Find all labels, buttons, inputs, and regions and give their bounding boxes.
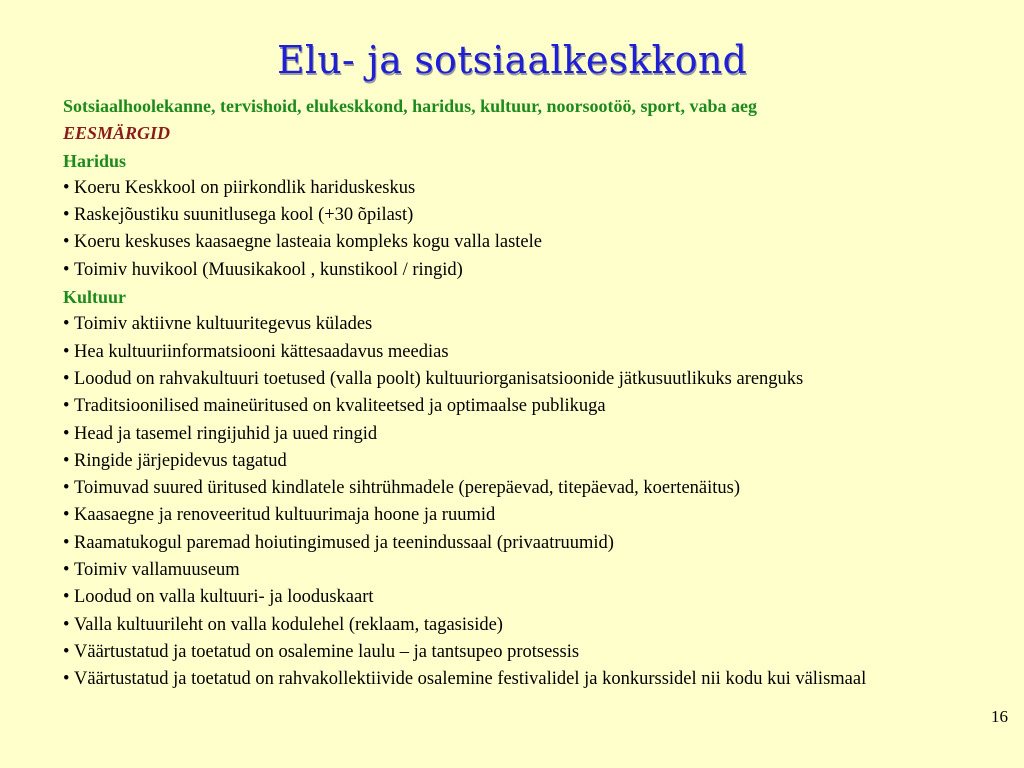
bullet-item [63, 530, 1013, 557]
bullet-text: Head ja tasemel ringijuhid ja uued ringid [74, 423, 378, 444]
bullet-icon: • [63, 641, 70, 662]
bullet-icon: • [63, 614, 70, 635]
bullet-item [63, 393, 1013, 420]
bullet-icon: • [63, 560, 70, 581]
topics-subtitle: Sotsiaalhoolekanne, tervishoid, elukeskkond, haridus, kultuur, noorsootöö, sport, vaba aeg [63, 96, 757, 116]
bullet-icon: • [63, 450, 70, 471]
bullet-icon: • [63, 423, 70, 444]
bullet-text: Kaasaegne ja renoveeritud kultuurimaja hoone ja ruumid [74, 505, 496, 526]
bullet-item [63, 311, 1013, 338]
bullet-text: Toimiv aktiivne kultuuritegevus külades [74, 314, 373, 335]
bullet-item [63, 229, 1013, 256]
bullet-text: Väärtustatud ja toetatud on osalemine laulu – ja tantsupeo protsessis [74, 641, 580, 662]
bullet-text: Toimuvad suured üritused kindlatele sihtrühmadele (perepäevad, titepäevad, koertenäitus) [74, 478, 741, 499]
bullet-item [63, 366, 1013, 393]
slide-body [63, 93, 1013, 694]
bullet-item [63, 502, 1013, 529]
goals-heading: EESMÄRGID [63, 123, 171, 144]
kultuur-list [63, 311, 1013, 693]
bullet-icon: • [63, 368, 70, 389]
slide-title: Elu- ja sotsiaalkeskkond [276, 38, 748, 82]
bullet-item [63, 175, 1013, 202]
bullet-icon: • [63, 259, 70, 280]
bullet-item [63, 475, 1013, 502]
bullet-icon: • [63, 505, 70, 526]
bullet-icon: • [63, 532, 70, 553]
bullet-text: Hea kultuuriinformatsiooni kättesaadavus meedias [74, 341, 449, 362]
section-heading-haridus: Haridus [63, 150, 127, 171]
bullet-item [63, 639, 1013, 666]
bullet-item [63, 339, 1013, 366]
bullet-text: Loodud on valla kultuuri- ja looduskaart [74, 587, 374, 608]
bullet-text: Traditsioonilised maineüritused on kvaliteetsed ja optimaalse publikuga [74, 396, 606, 417]
bullet-text: Valla kultuurileht on valla kodulehel (reklaam, tagasiside) [74, 614, 503, 635]
haridus-list [63, 175, 1013, 284]
bullet-icon: • [63, 314, 70, 335]
bullet-icon: • [63, 669, 70, 690]
bullet-text: Toimiv vallamuuseum [74, 560, 240, 581]
bullet-text: Raamatukogul paremad hoiutingimused ja teenindussaal (privaatruumid) [74, 532, 614, 553]
page-number: 16 [991, 707, 1008, 726]
bullet-text: Väärtustatud ja toetatud on rahvakollektiivide osalemine festivalidel ja konkurssidel nii kodu kui välismaal [74, 669, 867, 690]
bullet-text: Ringide järjepidevus tagatud [74, 450, 287, 471]
bullet-item [63, 448, 1013, 475]
bullet-text: Raskejõustiku suunitlusega kool (+30 õpilast) [74, 205, 414, 226]
bullet-item [63, 557, 1013, 584]
bullet-item [63, 584, 1013, 611]
bullet-text: Koeru keskuses kaasaegne lasteaia kompleks kogu valla lastele [74, 232, 542, 253]
bullet-item [63, 257, 1013, 284]
bullet-item [63, 202, 1013, 229]
bullet-icon: • [63, 478, 70, 499]
bullet-text: Koeru Keskkool on piirkondlik hariduskeskus [74, 177, 416, 198]
bullet-icon: • [63, 396, 70, 417]
bullet-icon: • [63, 177, 70, 198]
bullet-item [63, 612, 1013, 639]
bullet-icon: • [63, 205, 70, 226]
bullet-text: Toimiv huvikool (Muusikakool , kunstikool / ringid) [74, 259, 463, 280]
bullet-icon: • [63, 232, 70, 253]
bullet-item [63, 421, 1013, 448]
bullet-item [63, 666, 1013, 693]
section-heading-kultuur: Kultuur [63, 287, 127, 308]
bullet-icon: • [63, 587, 70, 608]
bullet-icon: • [63, 341, 70, 362]
bullet-text: Loodud on rahvakultuuri toetused (valla poolt) kultuuriorganisatsioonide jätkusuutlikuks arenguks [74, 368, 804, 389]
